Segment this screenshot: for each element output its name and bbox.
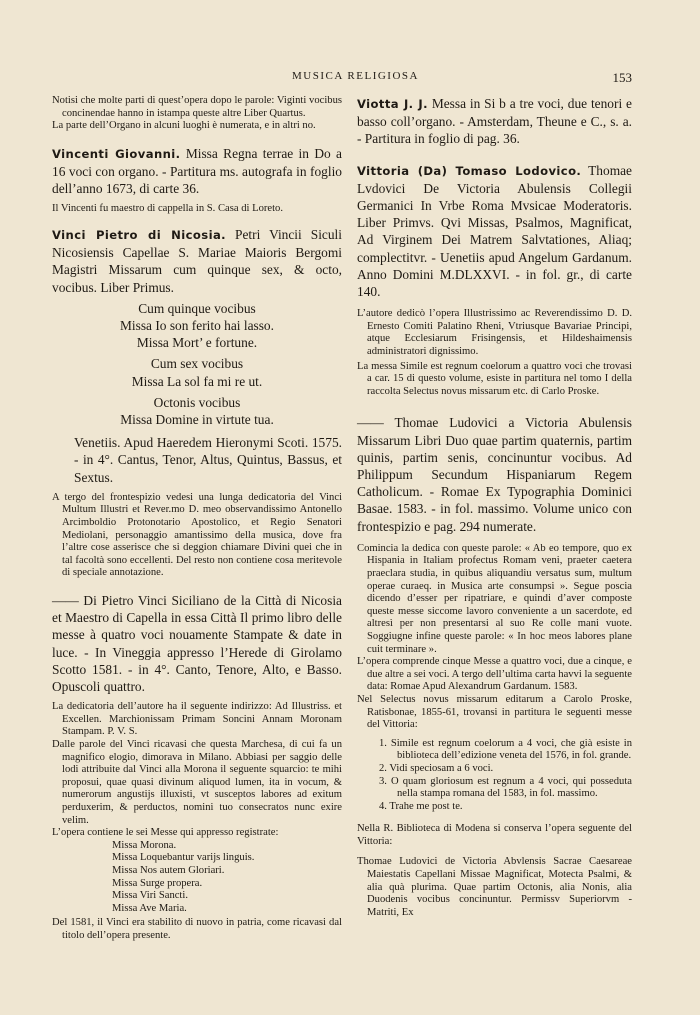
note-paragraph: La dedicatoria dell’autore ha il seguente indirizzo: Ad Illustriss. et Excellen. Marchionissam Primam Soncini Annam Moronam Stampam. P. V. S.	[52, 701, 342, 738]
note-paragraph: L’opera comprende cinque Messe a quattro voci, due a cinque, e due altre a sei voci. A tergo dell’ultima carta havvi la seguente data: Romae Apud Alexandrum Gardanum. 1583.	[357, 656, 632, 693]
entry-text: Thomae Lvdovici De Victoria Abulensis Collegii Germanici In Vrbe Roma Mvsicae Moderatoris. Liber Primvs. Qvi Missas, Psalmos, Magnificat, Ad Virginem Dei Matrem Salvtationes, Aliaq; complectitvr. - Uenetiis apud Angelum Gardanum. Anno Domini M.DLXXVI. - in fol. gr., di carte 140.	[357, 162, 632, 300]
note-paragraph: Nel Selectus novus missarum editarum a Carolo Proske, Ratisbonae, 1855-61, trovansi in partitura le seguenti messe del Vittoria:	[357, 693, 632, 731]
entry-text: Messa in Si b a tre voci, due tenori e basso coll’organo. - Amsterdam, Theune e C., s. a. - Partitura in foglio di pag. 36.	[357, 96, 632, 147]
entry-author: Vincenti Giovanni.	[52, 146, 181, 161]
mass-list-item: Missa Morona.	[112, 839, 177, 851]
note-paragraph: Comincia la dedica con queste parole: « Ab eo tempore, quo ex Hispania in Italiam profectus Romam veni, praeter caetera praeclara studia, in quibus aliquandiu versatus sum, multum operae curaeq. in Musica arte consumpsi ». Segue poscia dicendo d’esser per ripatriare, e quindi d’aver composte queste messe siccome lavoro conveniente a un sacerdote, ed altresì per non presentarsi al suo Re colle mani vuote. Soggiugne infine queste parole: « In hoc meos labores plane cuit terminare ».	[357, 542, 632, 655]
mass-heading: Cum quinque vocibus	[138, 300, 256, 316]
mass-list-item: Missa Surge propera.	[112, 877, 203, 889]
catalog-entry: —— Di Pietro Vinci Siciliano de la Città di Nicosia et Maestro di Capella in essa Città Il primo libro delle messe à quatro voci nouamente Stampate & date in luce. - In Vineggia appresso l’Herede di Girolamo Scotto 1581. - in 4°. Canto, Tenore, Alto, e Basso. Opuscoli quattro.	[52, 592, 342, 694]
left-column	[52, 95, 342, 942]
right-column	[357, 95, 632, 919]
note-paragraph: L’autore dedicò l’opera Illustrissimo ac Reverendissimo D. D. Ernesto Comiti Palatino Rheni, Vtriusque Bavariae Principi, atque Ecclesiarum Frisingensis, et Hildeshaimensis administratori dignissimo.	[357, 308, 632, 358]
mass-title: Missa La sol fa mi re ut.	[131, 373, 263, 389]
catalog-entry: Thomae Ludovici de Victoria Abvlensis Sacrae Caesareae Maiestatis Capellani Missae Magnificat, Motecta Psalmi, & alia quà plurima. Quae partim Octonis, alia Nonis, alia Duodenis vocibus concinuntur. Permissv Superiorvm - Matriti, Ex	[357, 856, 632, 918]
catalog-entry	[52, 226, 342, 296]
catalog-entry: —— Thomae Ludovici a Victoria Abulensis Missarum Libri Duo quae partim quaternis, partim quinis, partim senis, concinuntur vocibus. Ad Philippum Secundum Hispaniarum Regem Catholicum. - Romae Ex Typographia Dominici Basae. 1583. - in fol. massimo. Volume unico con frontespizio e pag. 294 numerate.	[357, 415, 632, 534]
page-header	[52, 70, 632, 86]
note-paragraph: Il Vincenti fu maestro di cappella in S. Casa di Loreto.	[52, 203, 283, 215]
mass-list-item: Missa Ave Maria.	[112, 902, 187, 914]
note-paragraph: L’opera contiene le sei Messe qui appresso registrate:	[52, 827, 279, 839]
catalog-entry	[357, 162, 632, 301]
note-paragraph: Nella R. Biblioteca di Modena si conserva l’opera seguente del Vittoria:	[357, 823, 632, 847]
note-paragraph: Del 1581, il Vinci era stabilito di nuovo in patria, come ricavasi dal titolo dell’opera presente.	[52, 917, 342, 941]
mass-heading: Octonis vocibus	[153, 394, 241, 410]
running-title: MUSICA RELIGIOSA	[292, 70, 419, 82]
mass-list-item: Missa Viri Sancti.	[112, 890, 188, 902]
catalog-entry	[357, 95, 632, 148]
mass-list-item: 3. O quam gloriosum est regnum a 4 voci, qui posseduta nella stampa romana del 1583, in fol. massimo.	[379, 775, 632, 800]
note-paragraph: La messa Simile est regnum coelorum a quattro voci che trovasi a car. 15 di questo volume, esiste in partitura nel tomo I della raccolta Selectus novus missarum etc. di Carlo Proske.	[357, 360, 632, 397]
catalog-entry	[52, 145, 342, 198]
mass-list-item: Missa Loquebantur varijs linguis.	[112, 852, 255, 864]
mass-list-item: 2. Vidi speciosam a 6 voci.	[379, 762, 494, 774]
entry-author: Viotta J. J.	[357, 97, 428, 111]
note-paragraph: La parte dell’Organo in alcuni luoghi è numerata, e in altri no.	[52, 120, 316, 132]
note-paragraph: Notisi che molte parti di quest’opera dopo le parole: Viginti vocibus concinendae hanno in istampa queste altre Liber Quartus.	[52, 95, 342, 119]
mass-list-item: Missa Nos autem Gloriari.	[112, 864, 225, 876]
entry-author: Vinci Pietro di Nicosia.	[52, 227, 226, 242]
mass-title: Missa Io son ferito hai lasso.	[120, 318, 274, 333]
mass-heading: Cum sex vocibus	[150, 356, 244, 372]
mass-list-item: 4. Trahe me post te.	[379, 800, 463, 812]
note-paragraph: Dalle parole del Vinci ricavasi che questa Marchesa, di cui fa un magnifico elogio, dimorava in Milano. Abbiasi per saggio delle lodi attribuite dal Vinci alla Morona il seguente squarcio: te mihi proposui, quae quasi divinum aliquod lumen, ita in vocum, & numerorum angustijs illuxisti, vt susceptos labores ad exitum perduxerim, & perductos, nomini tuo consecratos nunc exire velim.	[52, 738, 342, 826]
note-paragraph: A tergo del frontespizio vedesi una lunga dedicatoria del Vinci Multum Illustri et Rever.mo D. meo observandissimo Antonello Arcimboldio Protonotario Apostolico, et Regio Senatori Mediolani, personaggio amantissimo della musica, dove fra l’altre cose asserisce che si deggion chiamare Divini quei che in tal facoltà sono eccellenti. Del resto non contiene cosa meritevole di speciale annotazione.	[52, 491, 342, 579]
page-number: 153	[612, 70, 632, 85]
entry-text: Petri Vincii Siculi Nicosiensis Capellae S. Mariae Maioris Bergomi Magistri Missarum cum quinque sex, & octo, vocibus. Liber Primus.	[52, 226, 342, 295]
entry-text: Missa Regna terrae in Do a 16 voci con organo. - Partitura ms. autografa in foglio dell’anno 1673, di carte 36.	[52, 145, 342, 197]
entry-author: Vittoria (Da) Tomaso Lodovico.	[357, 163, 582, 178]
mass-list-item: 1. Simile est regnum coelorum a 4 voci, che già esiste in biblioteca dell’edizione veneta del 1576, in fol. grande.	[379, 737, 632, 762]
entry-imprint: Venetiis. Apud Haeredem Hieronymi Scoti. 1575. - in 4°. Cantus, Tenor, Altus, Quintus, Bassus, et Sextus.	[74, 435, 342, 485]
mass-title: Missa Mort’ e fortune.	[136, 335, 258, 351]
mass-title: Missa Domine in virtute tua.	[120, 412, 274, 428]
